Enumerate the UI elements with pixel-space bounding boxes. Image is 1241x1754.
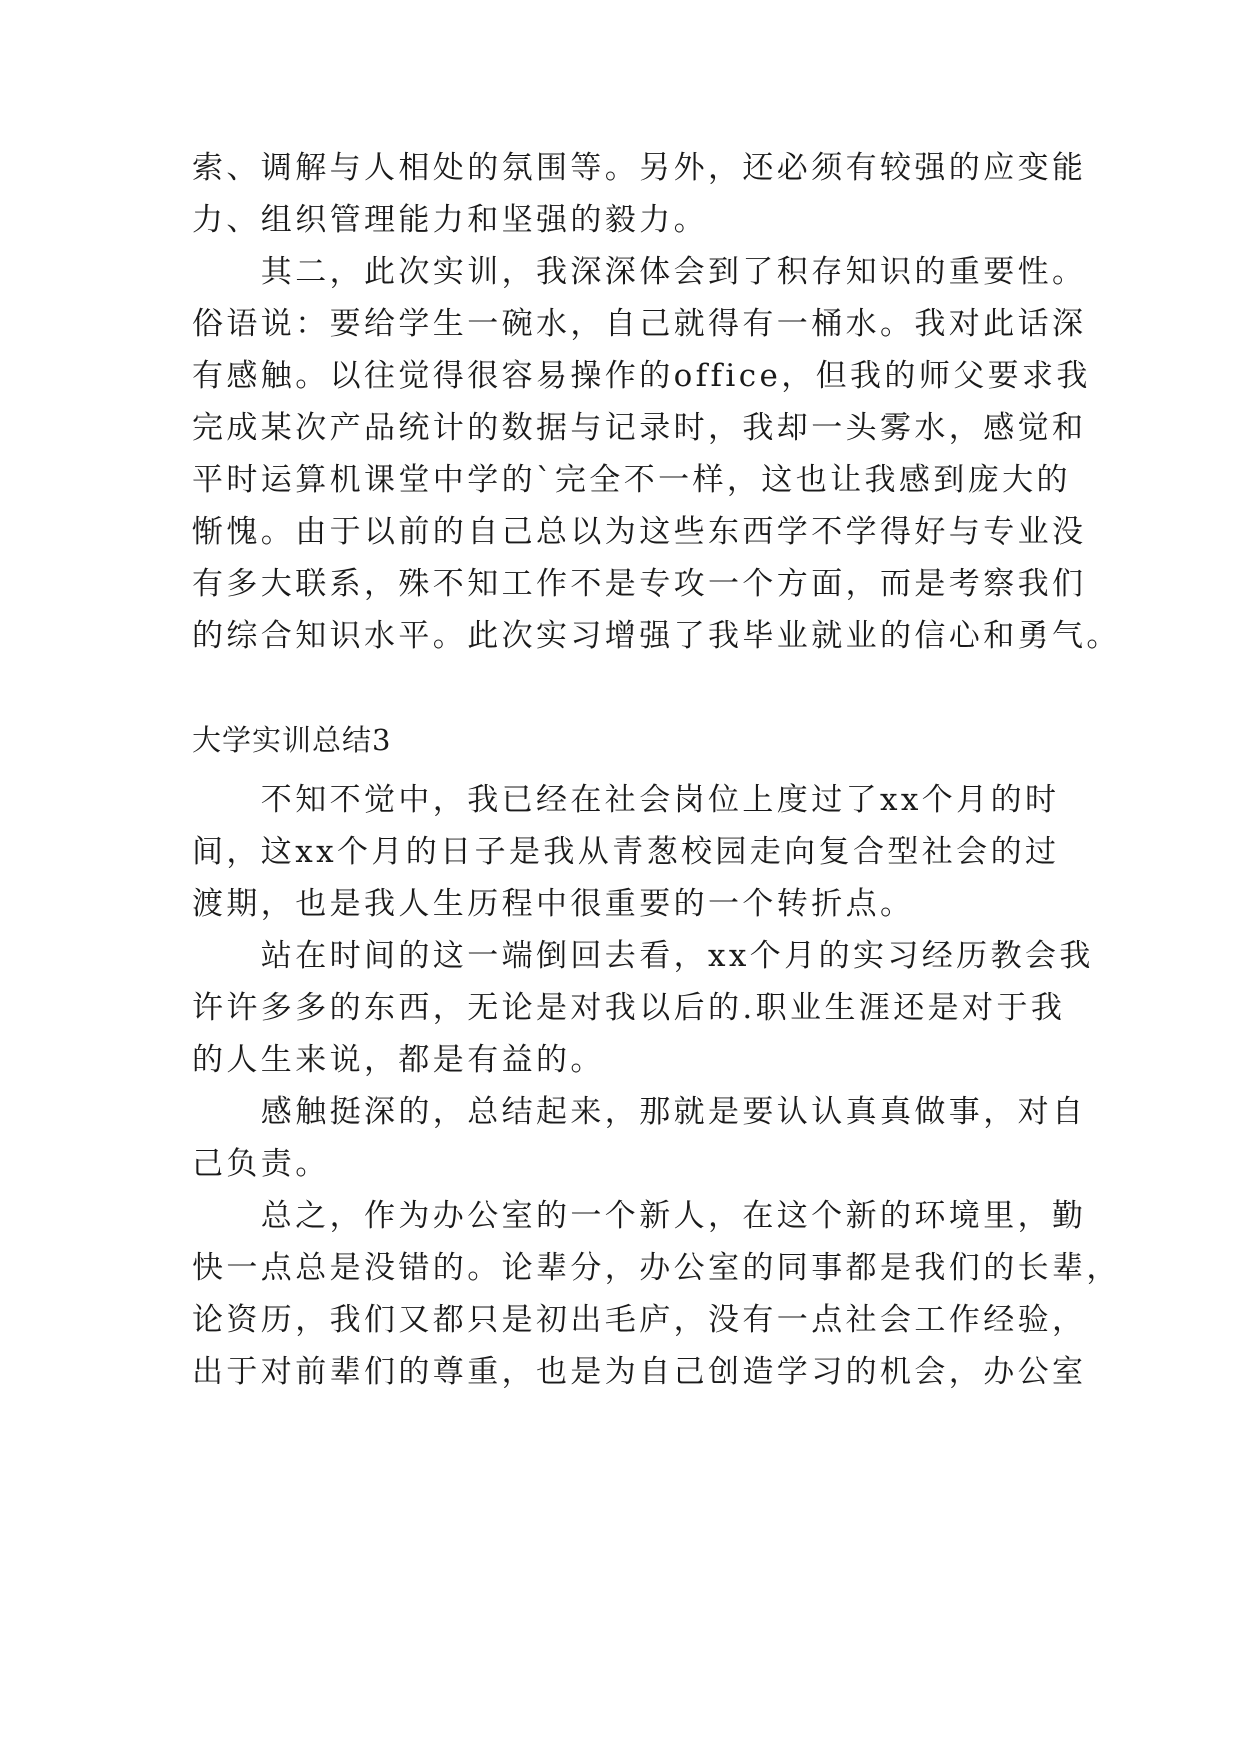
paragraph-line: 完成某次产品统计的数据与记录时，我却一头雾水，感觉和 xyxy=(192,410,1087,446)
paragraph-line: 平时运算机课堂中学的`完全不一样，这也让我感到庞大的 xyxy=(192,462,1071,498)
paragraph-line: 不知不觉中，我已经在社会岗位上度过了xx个月的时 xyxy=(192,782,1060,818)
paragraph-line: 渡期，也是我人生历程中很重要的一个转折点。 xyxy=(192,886,915,922)
paragraph-line: 站在时间的这一端倒回去看，xx个月的实习经历教会我 xyxy=(192,938,1094,974)
paragraph-line: 的人生来说，都是有益的。 xyxy=(192,1042,605,1078)
paragraph-line: 己负责。 xyxy=(192,1146,330,1182)
paragraph-line: 有多大联系，殊不知工作不是专攻一个方面，而是考察我们 xyxy=(192,566,1087,602)
paragraph-line: 总之，作为办公室的一个新人，在这个新的环境里，勤 xyxy=(192,1198,1087,1234)
paragraph-line: 的综合知识水平。此次实习增强了我毕业就业的信心和勇气。 xyxy=(192,618,1121,654)
paragraph-line: 力、组织管理能力和坚强的毅力。 xyxy=(192,202,708,238)
paragraph-line: 俗语说：要给学生一碗水，自己就得有一桶水。我对此话深 xyxy=(192,306,1087,342)
paragraph-line: 惭愧。由于以前的自己总以为这些东西学不学得好与专业没 xyxy=(192,514,1087,550)
paragraph-line: 其二，此次实训，我深深体会到了积存知识的重要性。 xyxy=(192,254,1087,290)
paragraph-line: 快一点总是没错的。论辈分，办公室的同事都是我们的长辈， xyxy=(192,1250,1121,1286)
paragraph-line: 有感触。以往觉得很容易操作的office，但我的师父要求我 xyxy=(192,358,1091,394)
paragraph-line: 感触挺深的，总结起来，那就是要认认真真做事，对自 xyxy=(192,1094,1087,1130)
paragraph-line: 索、调解与人相处的氛围等。另外，还必须有较强的应变能 xyxy=(192,150,1087,186)
section-heading: 大学实训总结3 xyxy=(192,723,392,757)
paragraph-line: 论资历，我们又都只是初出毛庐，没有一点社会工作经验， xyxy=(192,1302,1087,1338)
paragraph-line: 许许多多的东西，无论是对我以后的.职业生涯还是对于我 xyxy=(192,990,1066,1026)
paragraph-line: 出于对前辈们的尊重，也是为自己创造学习的机会，办公室 xyxy=(192,1354,1087,1390)
paragraph-line: 间，这xx个月的日子是我从青葱校园走向复合型社会的过 xyxy=(192,834,1060,870)
